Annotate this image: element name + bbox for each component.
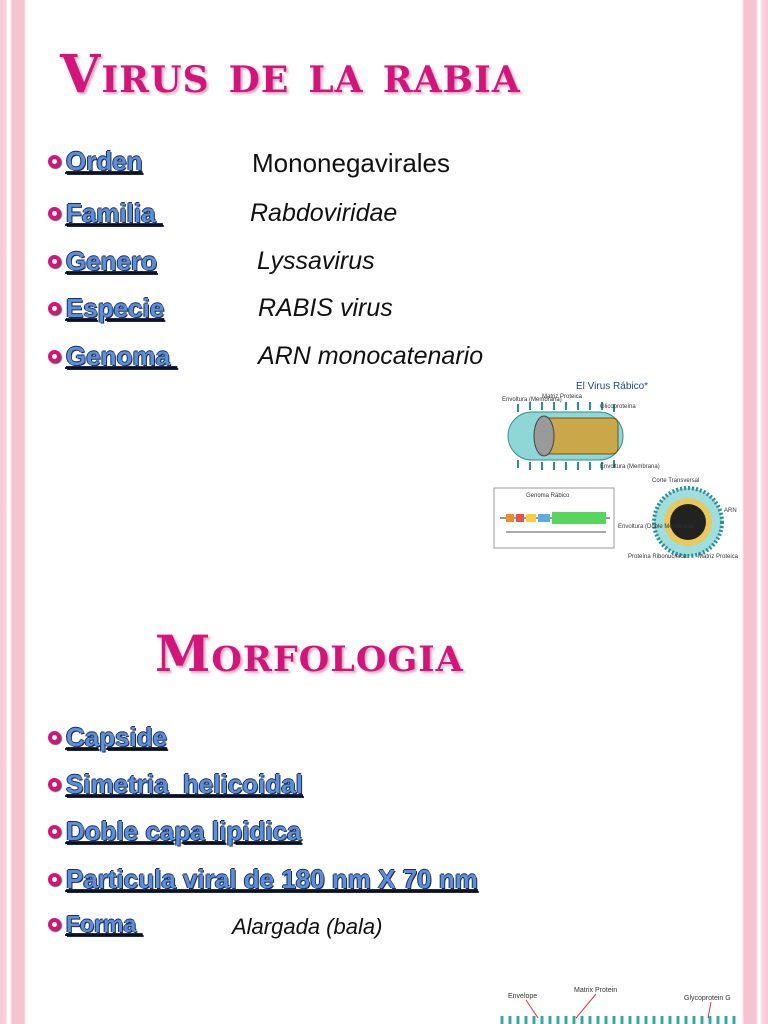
slide-title-virus: Virus de la rabia	[60, 44, 521, 105]
list-item-familia	[48, 198, 163, 229]
virus-structure-diagram	[496, 972, 740, 1024]
item-label: Capside	[66, 722, 168, 752]
label-envoltura-2: Envoltura (Membrana)	[600, 464, 660, 470]
virus-bullet-illustration	[508, 402, 623, 470]
bullet-icon	[48, 825, 61, 838]
item-label: Simetria helicoidal	[66, 769, 303, 799]
item-label: Especie	[66, 293, 165, 323]
bullet-icon	[48, 778, 61, 791]
item-value: RABIS virus	[258, 294, 393, 322]
label-proteina: Proteína Ribonucleica	[628, 554, 687, 560]
list-item-doble-capa	[48, 816, 302, 847]
diagram-title: El Virus Rábico*	[576, 381, 649, 392]
label-arn: ARN	[724, 508, 737, 514]
pointer-line	[526, 1000, 538, 1018]
bullet-icon	[48, 155, 61, 168]
list-item-particula	[48, 864, 478, 895]
item-value: Rabdoviridae	[250, 199, 398, 227]
spike-row	[502, 1016, 734, 1024]
item-label: Genoma	[66, 341, 178, 371]
item-label: Genero	[66, 246, 158, 276]
list-item-capside	[48, 722, 167, 753]
label-genoma: Genoma Rábico	[526, 493, 570, 499]
list-item-simetria	[48, 769, 303, 800]
label-glycoprotein: Glycoprotein G	[684, 995, 731, 1002]
label-envoltura: Envoltura (Membrana)	[502, 397, 562, 403]
item-label: Forma	[66, 911, 143, 937]
item-value: ARN monocatenario	[258, 342, 484, 370]
list-item-orden	[48, 146, 143, 177]
label-corte-transversal: Corte Transversal	[652, 478, 700, 484]
pointer-line	[708, 1002, 711, 1018]
genome-diagram	[494, 488, 614, 548]
label-envoltura-3: Envoltura (Doble Membrana)	[618, 524, 696, 530]
label-envelope: Envelope	[508, 993, 538, 1000]
label-glicoproteina: Glicoproteína	[600, 404, 636, 410]
label-matrix-protein: Matrix Protein	[574, 987, 618, 994]
bullet-icon	[48, 731, 61, 744]
right-decorative-border	[738, 0, 768, 1024]
left-decorative-border	[0, 0, 30, 1024]
slide-title-morfologia: Morfologia	[155, 624, 464, 683]
bullet-icon	[48, 350, 61, 363]
item-label: Familia	[66, 198, 163, 228]
item-value: Lyssavirus	[257, 247, 375, 275]
list-item-genoma	[48, 341, 177, 372]
list-item-genero	[48, 246, 157, 277]
pointer-line	[576, 994, 596, 1018]
item-label: Orden	[66, 146, 143, 176]
item-label: Particula viral de 180 nm X 70 nm	[66, 864, 478, 894]
item-value: Alargada (bala)	[232, 914, 383, 939]
list-item-especie	[48, 293, 164, 324]
bullet-icon	[48, 255, 61, 268]
label-matriz: Matriz Proteica	[542, 394, 583, 400]
rabies-virus-diagram	[488, 372, 740, 564]
bullet-icon	[48, 873, 61, 886]
label-matriz-2: Matriz Proteica	[698, 554, 739, 560]
cross-section-illustration	[654, 488, 722, 556]
item-label: Doble capa lipidica	[66, 816, 302, 846]
item-value: Mononegavirales	[252, 148, 451, 178]
list-item-forma	[48, 911, 143, 938]
bullet-icon	[48, 302, 61, 315]
bullet-icon	[48, 207, 61, 220]
bullet-icon	[48, 918, 61, 931]
